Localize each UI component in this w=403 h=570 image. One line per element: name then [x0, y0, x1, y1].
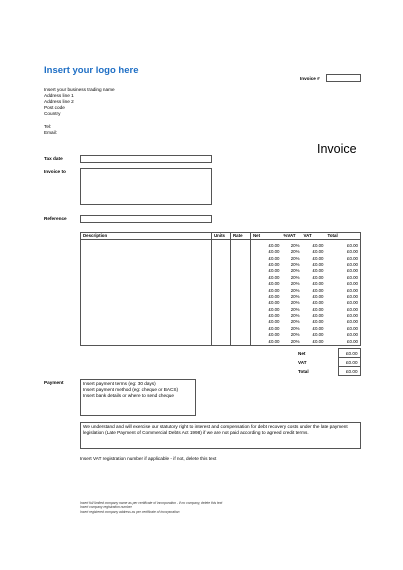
cell-vat: £0.00 — [312, 332, 324, 338]
business-name: Insert your business trading name — [44, 87, 115, 92]
cell-total: £0.00 — [326, 294, 361, 300]
tax-date-field[interactable] — [80, 155, 212, 163]
cell-vat-pct: 20% — [290, 325, 300, 331]
address-line-2: Address line 2 — [44, 99, 74, 105]
footer-company-name: Insert full limited company name as per certificate of incorporation - if no company, delete this text — [80, 501, 223, 505]
cell-vat-pct: 20% — [290, 332, 300, 338]
cell-total: £0.00 — [326, 243, 361, 249]
cell-vat: £0.00 — [302, 339, 326, 346]
tax-date-label: Tax date — [44, 156, 63, 161]
cell-net: £0.00 — [268, 325, 280, 331]
cell-vat-pct: 20% — [290, 281, 300, 287]
invoice-number-field[interactable] — [326, 74, 361, 82]
cell-vat-pct: 20% — [290, 306, 300, 312]
payment-details-field[interactable] — [80, 379, 196, 416]
cell-total: £0.00 — [326, 300, 361, 306]
col-net: Net — [251, 233, 282, 240]
cell-net: £0.00 — [268, 281, 280, 287]
cell-vat-pct: 20% — [290, 261, 300, 267]
col-vat: VAT — [302, 233, 326, 240]
footer-registration-number: Insert company registration number — [80, 505, 132, 510]
col-rate: Rate — [231, 233, 251, 240]
cell-vat: £0.00 — [312, 319, 324, 325]
cell-vat: £0.00 — [312, 274, 324, 280]
line-items-body — [81, 240, 361, 346]
cell-net: £0.00 — [268, 242, 280, 248]
table-row — [81, 339, 361, 346]
cell-vat: £0.00 — [312, 255, 324, 261]
cell-total: £0.00 — [326, 326, 361, 332]
vat-total-label: VAT — [298, 359, 307, 365]
cell-vat-pct: 20% — [290, 255, 300, 261]
cell-net: £0.00 — [268, 249, 280, 255]
line-items-table — [80, 232, 361, 346]
net-total-label: Net — [298, 350, 306, 356]
reference-label: Reference — [44, 216, 67, 221]
totals-table — [296, 348, 361, 376]
cell-net: £0.00 — [268, 319, 280, 325]
col-units: Units — [212, 233, 231, 240]
totals-row-net — [296, 349, 360, 358]
cell-vat-pct: 20% — [290, 242, 300, 248]
cell-net: £0.00 — [268, 332, 280, 338]
totals-row-vat — [296, 358, 360, 367]
cell-total: £0.00 — [326, 332, 361, 338]
grand-total-value: £0.00 — [338, 367, 360, 376]
cell-vat: £0.00 — [312, 300, 324, 306]
payment-method: Insert payment method (eg: cheque or BACS) — [83, 387, 179, 392]
cell-total: £0.00 — [326, 255, 361, 261]
cell-vat-pct: 20% — [290, 287, 300, 293]
cell-vat: £0.00 — [312, 287, 324, 293]
invoice-number-label: Invoice # — [300, 76, 320, 81]
cell-total: £0.00 — [326, 313, 361, 319]
cell-net: £0.00 — [268, 306, 280, 312]
cell-vat-pct: 20% — [290, 300, 300, 306]
cell-net: £0.00 — [268, 300, 280, 306]
cell-net: £0.00 — [268, 261, 280, 267]
cell-net: £0.00 — [268, 268, 280, 274]
cell-net: £0.00 — [268, 313, 280, 319]
cell-total: £0.00 — [326, 287, 361, 293]
cell-vat-pct: 20% — [282, 339, 302, 346]
cell-total: £0.00 — [326, 268, 361, 274]
cell-total: £0.00 — [326, 262, 361, 268]
vat-total-value: £0.00 — [338, 358, 360, 367]
cell-net: £0.00 — [251, 339, 282, 346]
cell-total: £0.00 — [326, 339, 361, 346]
bank-details: Insert bank details or where to send cheque — [83, 393, 174, 398]
cell-total: £0.00 — [326, 319, 361, 325]
cell-vat: £0.00 — [312, 268, 324, 274]
reference-field[interactable] — [80, 215, 212, 223]
cell-vat: £0.00 — [312, 325, 324, 331]
company-footer — [80, 501, 222, 514]
net-total-value: £0.00 — [338, 349, 360, 358]
table-header-row — [81, 233, 361, 240]
cell-total: £0.00 — [326, 275, 361, 281]
cell-vat: £0.00 — [312, 261, 324, 267]
payment-terms: Insert payment terms (eg: 30 days) — [83, 381, 156, 386]
cell-net: £0.00 — [268, 293, 280, 299]
country: Country — [44, 111, 61, 117]
cell-net: £0.00 — [268, 287, 280, 293]
cell-vat: £0.00 — [312, 306, 324, 312]
cell-description[interactable] — [81, 339, 212, 346]
cell-vat-pct: 20% — [290, 313, 300, 319]
cell-net: £0.00 — [268, 255, 280, 261]
cell-net: £0.00 — [268, 274, 280, 280]
logo-placeholder: Insert your logo here — [44, 65, 139, 76]
address-line-1: Address line 1 — [44, 93, 74, 99]
cell-vat: £0.00 — [312, 293, 324, 299]
cell-vat: £0.00 — [312, 242, 324, 248]
grand-total-label: Total — [298, 368, 309, 374]
cell-vat: £0.00 — [312, 313, 324, 319]
footer-registered-address: Insert registered company address as per certificate of incorporation — [80, 509, 180, 514]
invoice-to-label: Invoice to — [44, 169, 66, 174]
invoice-to-field[interactable] — [80, 168, 212, 205]
vat-registration-text: Insert VAT registration number if applicable - if not, delete this text — [80, 456, 217, 461]
cell-total: £0.00 — [326, 307, 361, 313]
cell-vat: £0.00 — [312, 249, 324, 255]
cell-rate[interactable] — [231, 339, 251, 346]
business-contact — [44, 124, 57, 136]
cell-vat-pct: 20% — [290, 274, 300, 280]
cell-vat: £0.00 — [312, 281, 324, 287]
cell-total: £0.00 — [326, 281, 361, 287]
post-code: Post code — [44, 105, 65, 111]
tel-label: Tel: — [44, 124, 52, 129]
statutory-notice: We understand and will exercise our statutory right to interest and compensation for debt recovery costs under the late payment legislation (Late Payment of Commercial Debts Act 1998) if we are not paid according to agreed credit terms. — [80, 422, 361, 449]
cell-vat-pct: 20% — [290, 249, 300, 255]
col-description: Description — [81, 233, 212, 240]
cell-vat-pct: 20% — [290, 293, 300, 299]
payment-label: Payment — [44, 380, 64, 385]
cell-vat-pct: 20% — [290, 268, 300, 274]
totals-row-grand — [296, 367, 360, 376]
email-label: Email: — [44, 130, 58, 136]
cell-vat-pct: 20% — [290, 319, 300, 325]
col-total: Total — [326, 233, 361, 240]
cell-units[interactable] — [212, 339, 231, 346]
business-address — [44, 87, 115, 117]
col-vat-pct: %VAT — [282, 233, 302, 240]
cell-total: £0.00 — [326, 249, 361, 255]
invoice-title: Invoice — [317, 142, 357, 156]
